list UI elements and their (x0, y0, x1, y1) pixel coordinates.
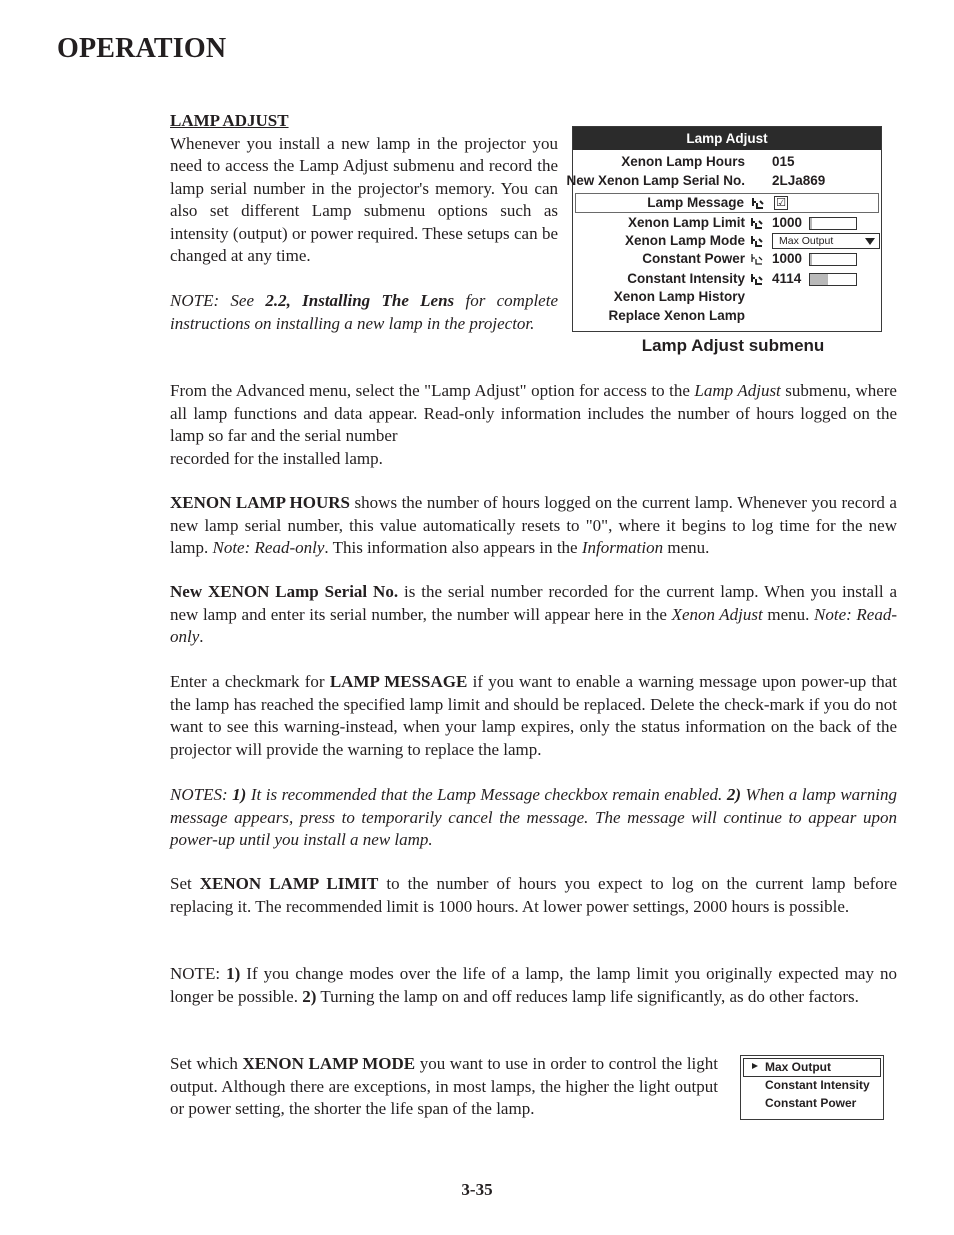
term: XENON LAMP MODE (242, 1054, 416, 1073)
key-icon (750, 216, 764, 230)
row-replace-xenon-lamp[interactable] (573, 307, 881, 325)
panel-title: Lamp Adjust (573, 127, 881, 150)
paragraph-note-modes (170, 963, 897, 1008)
term: LAMP MESSAGE (329, 672, 468, 691)
row-constant-intensity[interactable] (573, 270, 881, 288)
term: XENON LAMP HOURS (170, 493, 351, 512)
text-run: Enter a checkmark for (170, 672, 330, 691)
row-constant-power[interactable] (573, 250, 881, 268)
row-xenon-lamp-mode[interactable] (573, 232, 881, 250)
row-label: Constant Intensity (627, 271, 745, 286)
text-run: When a lamp warning message appears, press to temporarily cancel the message. The message will continue to appear upon power-up until you install a new lamp. (170, 785, 897, 849)
row-label: Xenon Lamp History (613, 289, 745, 304)
row-label: Xenon Lamp Mode (624, 233, 745, 248)
row-xenon-lamp-limit[interactable] (573, 214, 881, 232)
page-number: 3-35 (461, 1180, 493, 1199)
slider-fill (810, 254, 812, 265)
key-icon (751, 196, 765, 210)
text-run: Lamp Adjust (694, 381, 781, 400)
constant-power-slider[interactable] (809, 253, 857, 266)
text-run: submenu, where all lamp functions and data appear. Read-only information includes the number of hours logged on the lamp so far and the serial number (170, 381, 897, 445)
row-value: 015 (772, 154, 795, 169)
paragraph-text (170, 492, 897, 560)
paragraph-text (170, 380, 897, 448)
note-number: 2) (726, 785, 741, 804)
text-run: to the number of hours you expect to log on the current lamp before replacing it. The recommended limit is 1000 hours. At lower power settings, 2000 hours is possible. (170, 874, 897, 916)
option-constant-power[interactable]: Constant Power (765, 1096, 857, 1110)
paragraph-text (170, 1053, 718, 1121)
lamp-message-checkbox[interactable]: ☑ (774, 196, 788, 210)
paragraph-lamp-hours (170, 492, 897, 560)
key-icon (750, 234, 764, 248)
text-run: shows the number of hours logged on the current lamp. Whenever you record a new lamp serial number, this value automatically resets to "0", where it begins to log time for the new lamp. (170, 493, 897, 557)
text-run: Information (581, 538, 664, 557)
paragraph-text (170, 671, 897, 761)
key-icon (750, 252, 764, 266)
text-run: you want to use in order to control the light output. Although there are exceptions, in most lamps, the higher the light output or power setting, the shorter the life span of the lamp. (170, 1054, 718, 1118)
text-run: menu. (762, 604, 815, 624)
lamp-adjust-heading: LAMP ADJUST (170, 111, 289, 130)
paragraph-lamp-message (170, 671, 897, 761)
text-run: Set which (170, 1054, 243, 1073)
paragraph-lamp-mode (170, 1053, 718, 1121)
paragraph-serial-no (170, 581, 897, 649)
text-run: is the serial number recorded for the current lamp. When you install a new lamp and enter its serial number, the number will appear here in the (170, 582, 898, 624)
row-value: 1000 (772, 251, 803, 266)
text-run: Xenon Adjust (671, 604, 763, 624)
option-max-output[interactable]: Max Output (765, 1060, 831, 1074)
text-run: . (199, 627, 204, 646)
note-reference: 2.2, Installing The Lens (265, 291, 455, 310)
text-run: Turning the lamp on and off reduces lamp life significantly, as do other factors. (316, 986, 859, 1006)
row-label: Xenon Lamp Hours (621, 154, 745, 169)
intro-text: Whenever you install a new lamp in the projector you need to access the Lamp Adjust submenu and record the lamp serial number in the projector's memory. You can also set different Lamp submenu options such as intensity (output) or power required. These setups can be changed at any time. (170, 133, 558, 265)
slider-fill (810, 218, 812, 229)
row-xenon-lamp-hours[interactable] (573, 153, 881, 171)
row-label: Replace Xenon Lamp (608, 308, 745, 323)
key-icon (750, 272, 764, 286)
note-number: 1) (232, 785, 247, 804)
paragraph-text (170, 873, 897, 918)
text-run: If you change modes over the life of a lamp, the lamp limit you originally expected may no longer be possible. (170, 964, 897, 1006)
constant-intensity-slider[interactable] (809, 273, 857, 286)
note-prefix: NOTE: See (170, 291, 266, 310)
note-suffix: for complete instructions on installing a new lamp in the projector. (170, 291, 558, 333)
row-value: 1000 (772, 215, 803, 230)
paragraph-notes (170, 784, 897, 852)
dropdown-selected-value: Max Output (779, 235, 834, 247)
row-value: 4114 (772, 271, 802, 286)
lamp-mode-dropdown[interactable] (772, 233, 880, 249)
lamp-adjust-panel (566, 126, 882, 332)
intro-note (170, 290, 558, 335)
paragraph-lamp-limit (170, 873, 897, 918)
intro-block (170, 110, 558, 335)
option-constant-intensity[interactable]: Constant Intensity (765, 1078, 870, 1092)
section-title: OPERATION (57, 33, 227, 64)
row-label: Xenon Lamp Limit (627, 215, 745, 230)
row-new-lamp-serial[interactable] (566, 172, 881, 190)
text-run: if you want to enable a warning message upon power-up that the lamp has reached the specified lamp limit and should be replaced. Delete the check-mark if you do not want to see this warning-instead, when your lamp expires, only the status information on the back of the projector will provide the warning to replace the lamp. (170, 672, 897, 759)
text-run: NOTES: (170, 785, 233, 804)
text-run: NOTE: (170, 964, 227, 983)
text-run: . This information also appears in the (324, 538, 582, 557)
chevron-down-icon (865, 238, 875, 245)
row-lamp-message[interactable] (575, 193, 879, 213)
note-number: 1) (226, 964, 241, 983)
paragraph-text (170, 581, 897, 649)
row-xenon-lamp-history[interactable] (573, 288, 881, 306)
text-run: It is recommended that the Lamp Message checkbox remain enabled. (246, 785, 727, 804)
row-label: Lamp Message (647, 195, 744, 210)
paragraph-text (170, 784, 897, 852)
paragraph-advanced-menu (170, 380, 897, 470)
paragraph-text: recorded for the installed lamp. (170, 448, 383, 468)
slider-fill (810, 274, 828, 285)
note-number: 2) (302, 986, 317, 1006)
term: New XENON Lamp Serial No. (170, 582, 399, 601)
row-label: New Xenon Lamp Serial No. (566, 173, 745, 188)
lamp-limit-slider[interactable] (809, 217, 857, 230)
pointer-arrow-icon (752, 1063, 758, 1069)
text-run: Note: Read-only (212, 538, 325, 557)
row-label: Constant Power (642, 251, 745, 266)
term: XENON LAMP LIMIT (199, 874, 379, 893)
panel-caption: Lamp Adjust submenu (641, 336, 825, 355)
text-run: Note: Read-only (170, 604, 897, 646)
text-run: From the Advanced menu, select the "Lamp Adjust" option for access to the (170, 381, 695, 400)
paragraph-text (170, 963, 897, 1008)
lamp-mode-options-list (740, 1055, 884, 1120)
row-value: 2LJa869 (772, 173, 826, 188)
text-run: menu. (663, 538, 710, 557)
text-run: Set (170, 874, 200, 893)
